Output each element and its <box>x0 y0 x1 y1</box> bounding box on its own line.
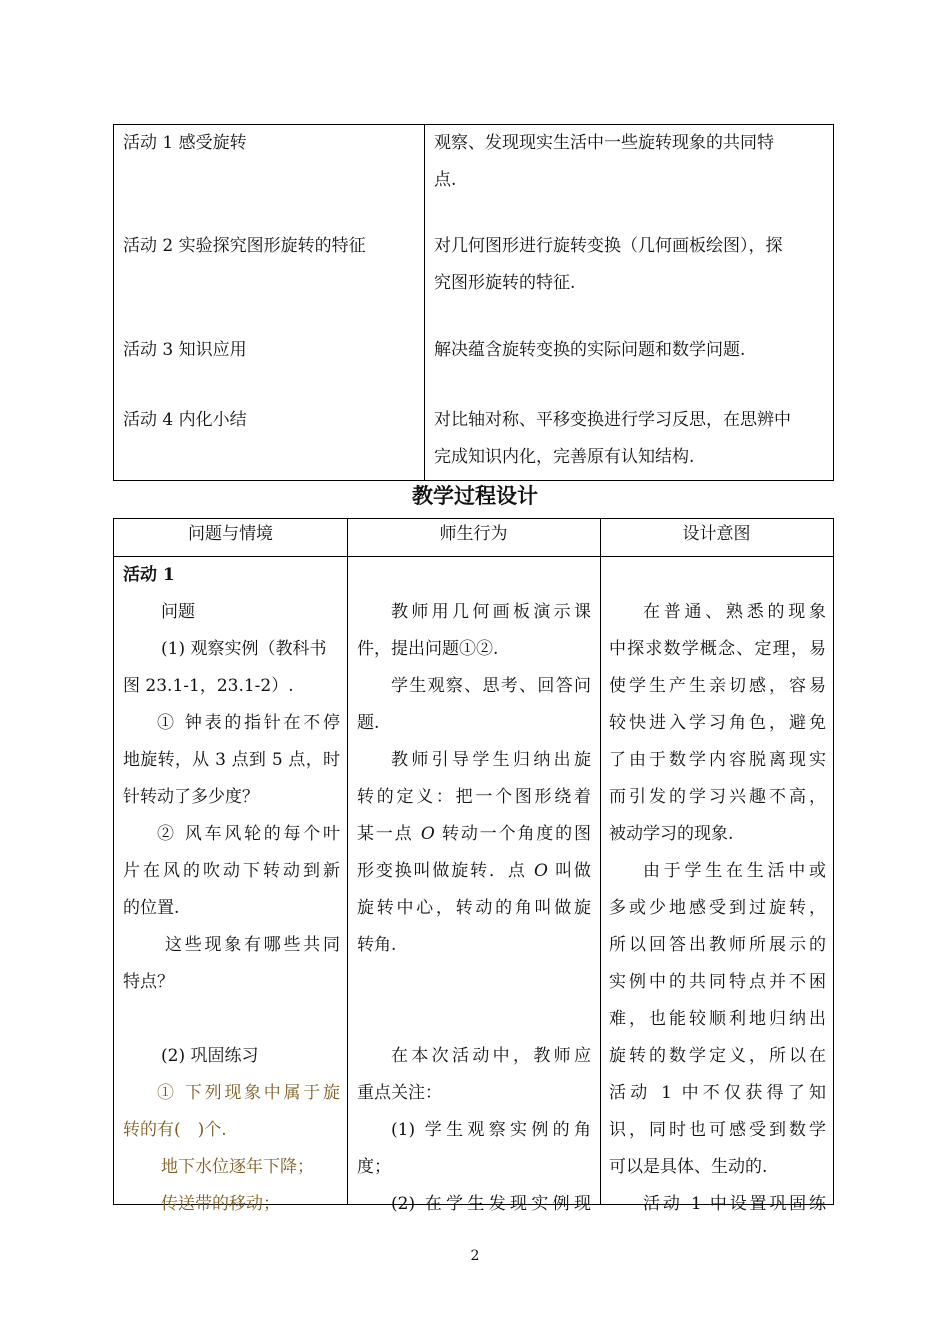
overview-activity-2: 活动 2 实验探究图形旋转的特征 <box>123 236 366 256</box>
design-intent-column <box>609 557 826 1223</box>
text-line: 识，同时也可感受到数学 <box>609 1120 826 1140</box>
blank-line <box>357 964 591 1001</box>
text-line: 题. <box>357 713 380 733</box>
overview-desc-line: 解决蕴含旋转变换的实际问题和数学问题. <box>434 340 746 360</box>
process-header-row <box>114 519 833 557</box>
overview-desc-4 <box>434 402 824 476</box>
text-segment: 叫做 <box>547 861 592 881</box>
text-line: 特点？ <box>123 972 174 992</box>
text-line: 在本次活动中，教师应 <box>391 1046 591 1066</box>
text-line: 重点关注： <box>357 1083 442 1103</box>
text-line: 而引发的学习兴趣不高， <box>609 787 826 807</box>
text-line: 旋转的数学定义，所以在 <box>609 1046 826 1066</box>
text-line: 活动 1 中设置巩固练 <box>643 1194 826 1214</box>
text-line: 教师用几何画板演示课 <box>391 602 591 622</box>
text-line: 学生观察、思考、回答问 <box>391 676 591 696</box>
question-windmill: ② 风车风轮的每个叶 <box>157 824 340 844</box>
overview-table <box>113 124 834 481</box>
question-common-feature: 这些现象有哪些共同 <box>165 935 340 955</box>
text-line: (1) 学生观察实例的角 <box>391 1120 591 1140</box>
text-line: 活动 1 中不仅获得了知 <box>609 1083 826 1103</box>
header-teacher-student-actions: 师生行为 <box>439 524 508 544</box>
overview-activity-4: 活动 4 内化小结 <box>123 410 247 430</box>
overview-desc-line: 观察、发现现实生活中一些旋转现象的共同特 <box>434 133 774 153</box>
text-line: 度； <box>357 1157 391 1177</box>
text-line: 图 23.1-1，23.1-2）. <box>123 676 294 696</box>
text-line: (2) 在学生发现实例现 <box>391 1194 591 1214</box>
overview-desc-1 <box>434 125 824 199</box>
practice-option: 传送带的移动； <box>161 1194 280 1214</box>
question-clock: ① 钟表的指针在不停 <box>157 713 340 733</box>
teacher-student-actions-column <box>357 557 591 1223</box>
overview-desc-line: 对几何图形进行旋转变换（几何画板绘图），探 <box>434 236 783 256</box>
text-line: 在普通、熟悉的现象 <box>643 602 826 622</box>
text-line: 的位置. <box>123 898 180 918</box>
text-line: 中探求数学概念、定理，易 <box>609 639 826 659</box>
overview-desc-2 <box>434 228 824 302</box>
blank-line <box>123 1001 340 1038</box>
text-line: 实例中的共同特点并不困 <box>609 972 826 992</box>
text-segment: 转动一个角度的图 <box>434 824 592 844</box>
text-line: 针转动了多少度？ <box>123 787 259 807</box>
text-line <box>357 816 591 853</box>
text-line: 可以是具体、生动的. <box>609 1157 768 1177</box>
overview-activity-column <box>114 125 425 480</box>
practice-option: 地下水位逐年下降； <box>161 1157 314 1177</box>
blank-line <box>357 1001 591 1038</box>
text-line: 片在风的吹动下转动到新 <box>123 861 340 881</box>
text-line: 多或少地感受到过旋转， <box>609 898 826 918</box>
text-line: 所以回答出教师所展示的 <box>609 935 826 955</box>
item-observe-examples: (1) 观察实例（教科书 <box>161 639 327 659</box>
overview-desc-3 <box>434 332 824 369</box>
overview-activity-3: 活动 3 知识应用 <box>123 340 247 360</box>
practice-question: ① 下列现象中属于旋 <box>157 1083 340 1103</box>
blank-line <box>357 557 591 594</box>
item-practice: (2) 巩固练习 <box>161 1046 259 1066</box>
text-line: 被动学习的现象. <box>609 824 734 844</box>
overview-desc-line: 究图形旋转的特征. <box>434 273 576 293</box>
problem-situation-column <box>123 557 340 1223</box>
text-line: 了由于数学内容脱离现实 <box>609 750 826 770</box>
column-divider <box>600 519 601 1204</box>
header-design-intent: 设计意图 <box>682 524 751 544</box>
header-problem-situation: 问题与情境 <box>188 524 273 544</box>
text-line: 较快进入学习角色，避免 <box>609 713 826 733</box>
overview-desc-line: 完成知识内化，完善原有认知结构. <box>434 447 695 467</box>
page-number: 2 <box>470 1248 480 1264</box>
point-o-label: O <box>420 824 435 844</box>
section-title: 教学过程设计 <box>412 484 538 508</box>
text-line: 件，提出问题①②. <box>357 639 499 659</box>
text-line: 地旋转，从 3 点到 5 点，时 <box>123 750 340 770</box>
text-line <box>357 853 591 890</box>
overview-desc-line: 对比轴对称、平移变换进行学习反思，在思辨中 <box>434 410 791 430</box>
overview-activity-1: 活动 1 感受旋转 <box>123 133 247 153</box>
text-line: 难，也能较顺利地归纳出 <box>609 1009 826 1029</box>
text-segment: 形变换叫做旋转．点 <box>357 861 534 881</box>
text-line: 转的有( )个. <box>123 1120 227 1140</box>
overview-desc-line: 点. <box>434 170 457 190</box>
text-line: 转的定义：把一个图形绕着 <box>357 787 591 807</box>
activity-label: 活动 1 <box>123 565 175 585</box>
process-table <box>113 518 834 1214</box>
text-segment: 某一点 <box>357 824 421 844</box>
overview-description-column <box>425 125 833 480</box>
text-line: 转角. <box>357 935 397 955</box>
text-line: 使学生产生亲切感，容易 <box>609 676 826 696</box>
question-label: 问题 <box>161 602 195 622</box>
point-o-label: O <box>533 861 548 881</box>
text-line: 旋转中心，转动的角叫做旋 <box>357 898 591 918</box>
column-divider <box>347 519 348 1204</box>
blank-line <box>609 557 826 594</box>
text-line: 教师引导学生归纳出旋 <box>391 750 591 770</box>
text-line: 由于学生在生活中或 <box>643 861 826 881</box>
